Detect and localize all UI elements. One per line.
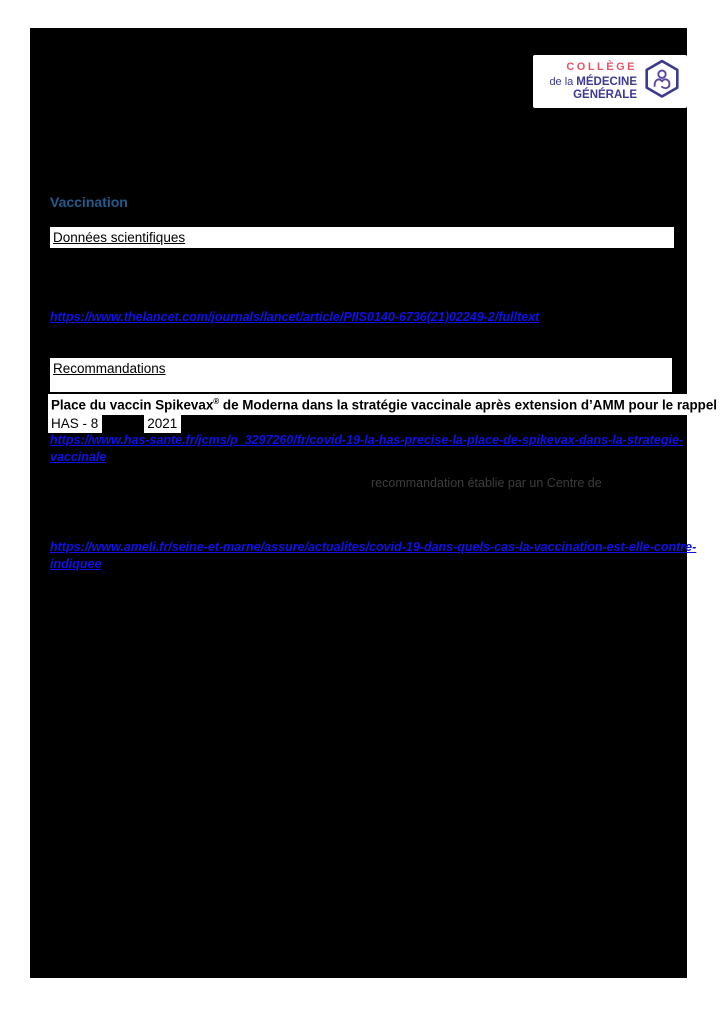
spikevax-title-rest: de Moderna dans la stratégie vaccinale après extension d’AMM pour le rappel (219, 397, 718, 413)
logo-line2 (549, 74, 637, 89)
donnees-scientifiques-heading: Données scientifiques (53, 230, 186, 245)
ameli-hyperlink-line1[interactable]: https://www.ameli.fr/seine-et-marne/assure/actualites/covid-19-dans-quels-cas-la-vaccination-est-elle-contre- (50, 540, 697, 554)
has-sante-hyperlink-line2[interactable]: vaccinale (50, 450, 107, 464)
logo-college-label: COLLÈGE (566, 61, 637, 73)
section-title-vaccination: Vaccination (50, 194, 128, 210)
lancet-hyperlink[interactable]: https://www.thelancet.com/journals/lancet/article/PIIS0140-6736(21)02249-2/fulltext (50, 310, 540, 324)
has-sante-hyperlink[interactable] (50, 432, 683, 466)
cmg-logo (533, 55, 687, 108)
spikevax-recommendation-title (48, 394, 722, 415)
cmg-logo-text (549, 61, 637, 102)
ameli-hyperlink-line2[interactable]: indiquee (50, 557, 102, 571)
recommandations-heading: Recommandations (53, 361, 166, 376)
has-date-year: 2021 (144, 415, 181, 433)
registered-mark: ® (213, 397, 220, 406)
has-date-line (48, 415, 181, 433)
faint-recommendation-note: recommandation établie par un Centre de (371, 476, 602, 490)
recommandations-box (50, 358, 672, 392)
spikevax-title-text: Place du vaccin Spikevax (51, 397, 214, 413)
has-sante-hyperlink-line1[interactable]: https://www.has-sante.fr/jcms/p_3297260/fr/covid-19-la-has-precise-la-place-de-spikevax-dans-la-strategie- (50, 433, 684, 447)
donnees-scientifiques-bar (50, 227, 674, 248)
page-dark-canvas (30, 28, 718, 978)
logo-dela-label: de la (549, 76, 574, 88)
logo-medecine-label: MÉDECINE (576, 76, 637, 88)
cmg-hexagon-icon (641, 58, 683, 105)
has-date-prefix: HAS - 8 (48, 415, 102, 433)
logo-generale-label: GÉNÉRALE (573, 89, 637, 101)
ameli-hyperlink[interactable] (50, 539, 696, 573)
